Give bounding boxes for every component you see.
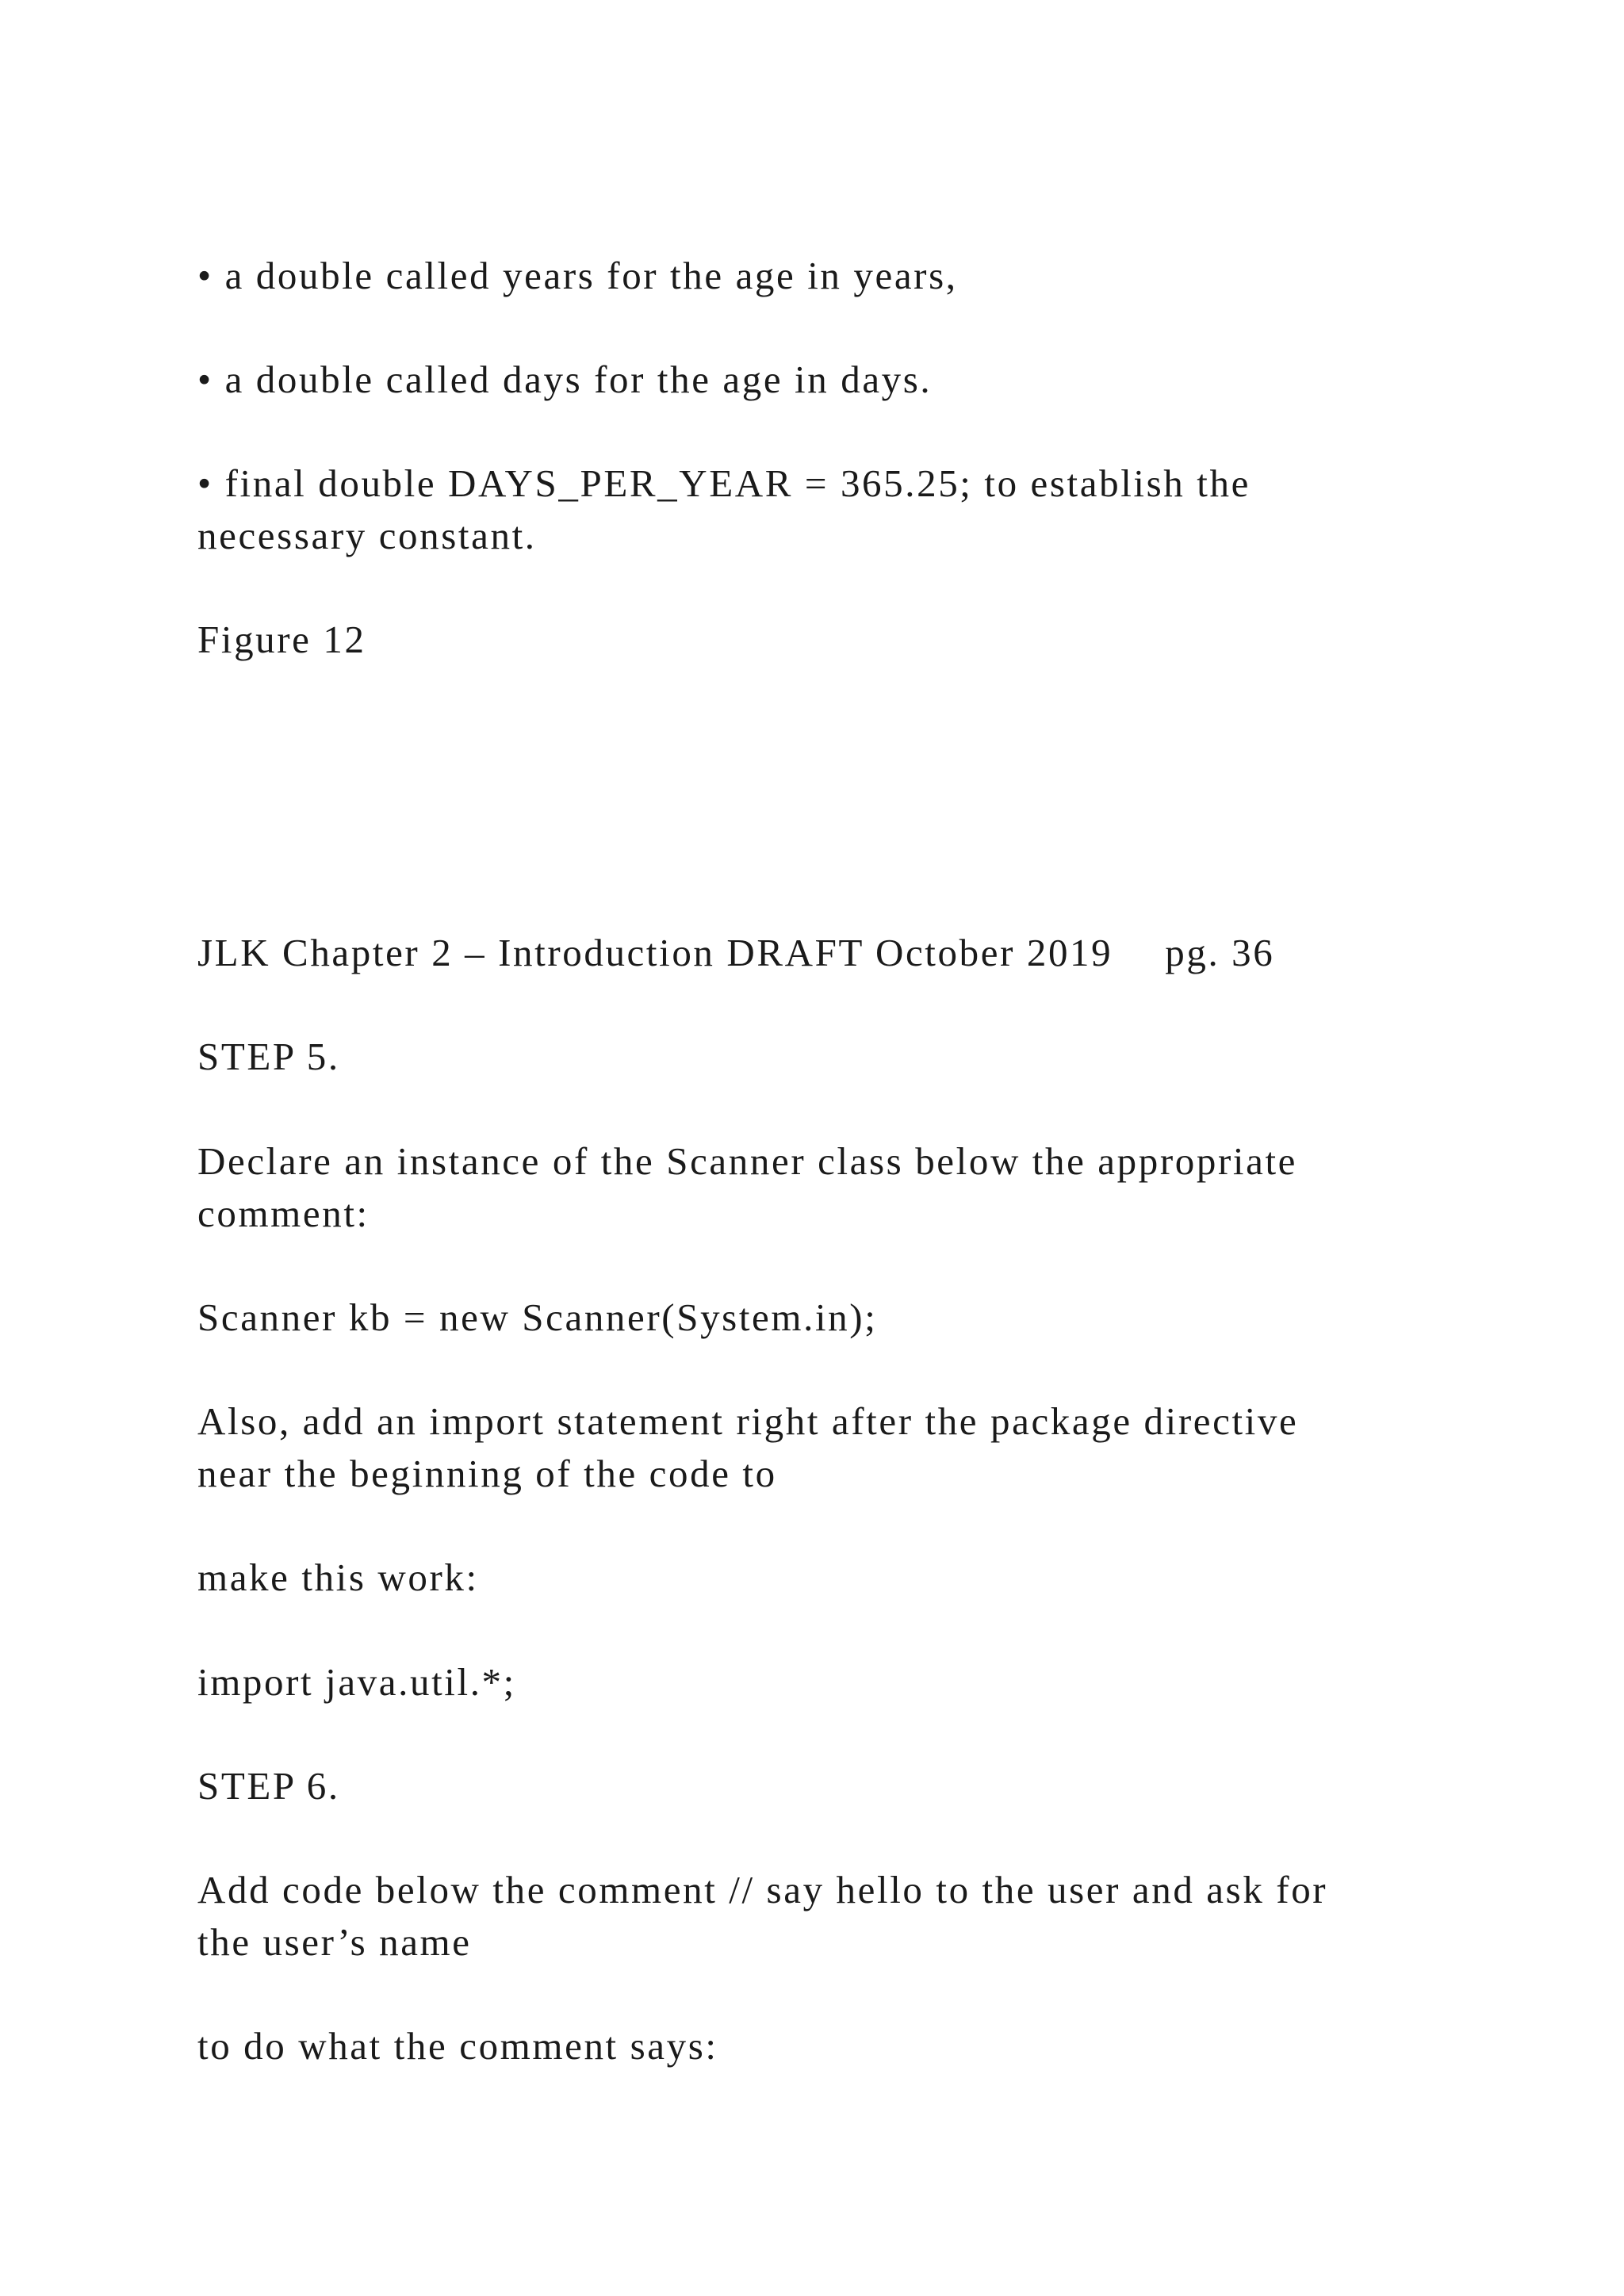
import-code: import java.util.*; <box>197 1660 516 1704</box>
running-header <box>197 927 1482 979</box>
step-6-instruction: Add code below the comment // say hello to the user and ask for <box>197 1868 1328 1911</box>
step-6-heading: STEP 6. <box>197 1764 340 1808</box>
figure-label: Figure 12 <box>197 618 366 661</box>
bullet-days: • a double called days for the age in days. <box>197 358 933 401</box>
step-5-instruction-continued: comment: <box>197 1192 370 1235</box>
import-instruction-end: make this work: <box>197 1556 479 1599</box>
step-6-instruction-end: to do what the comment says: <box>197 2024 718 2068</box>
scanner-code: Scanner kb = new Scanner(System.in); <box>197 1295 878 1339</box>
step-5-heading: STEP 5. <box>197 1035 340 1078</box>
bullet-days-per-year-continued: necessary constant. <box>197 514 537 557</box>
import-instruction: Also, add an import statement right after the package directive <box>197 1399 1299 1443</box>
step-6-instruction-continued: the user’s name <box>197 1920 472 1964</box>
import-instruction-continued: near the beginning of the code to <box>197 1452 777 1495</box>
running-header-title: JLK Chapter 2 – Introduction DRAFT October 2019 <box>197 931 1113 974</box>
bullet-days-per-year: • final double DAYS_PER_YEAR = 365.25; to establish the <box>197 461 1251 505</box>
step-5-instruction: Declare an instance of the Scanner class below the appropriate <box>197 1139 1298 1183</box>
bullet-years: • a double called years for the age in years, <box>197 254 958 297</box>
page-number: pg. 36 <box>1165 931 1275 974</box>
